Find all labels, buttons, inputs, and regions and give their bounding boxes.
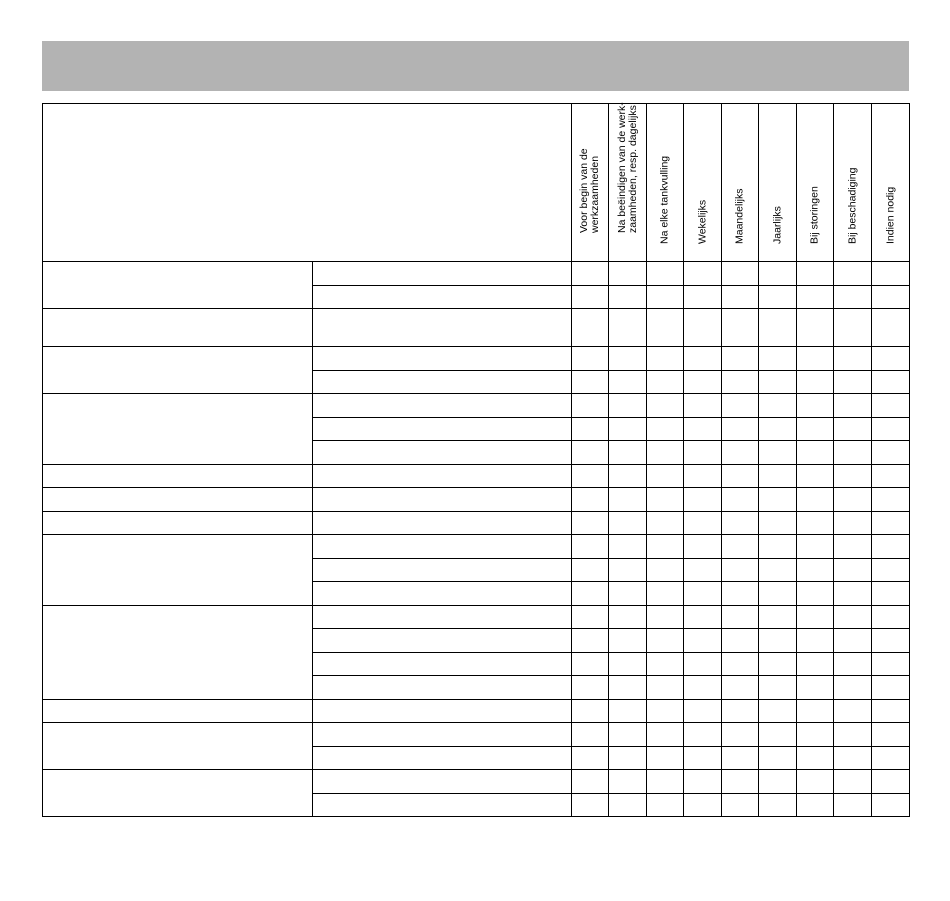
interval-header-line: Na beëindigen van de werk- xyxy=(615,102,628,233)
interval-check-cell xyxy=(722,488,759,512)
interval-check-cell xyxy=(797,394,834,418)
interval-check-cell xyxy=(609,464,647,488)
interval-check-cell xyxy=(684,488,722,512)
interval-check-cell xyxy=(759,676,797,700)
task-cell xyxy=(313,746,572,770)
interval-check-cell xyxy=(684,629,722,653)
interval-check-cell xyxy=(872,488,910,512)
interval-check-cell xyxy=(722,723,759,747)
task-cell xyxy=(313,441,572,465)
task-cell xyxy=(313,699,572,723)
interval-check-cell xyxy=(647,770,684,794)
interval-check-cell xyxy=(684,793,722,817)
component-cell xyxy=(43,699,313,723)
task-cell xyxy=(313,723,572,747)
interval-check-cell xyxy=(684,699,722,723)
interval-check-cell xyxy=(834,629,872,653)
interval-check-cell xyxy=(797,511,834,535)
interval-check-cell xyxy=(722,262,759,286)
interval-check-cell xyxy=(797,793,834,817)
component-cell xyxy=(43,770,313,817)
interval-check-cell xyxy=(797,582,834,606)
interval-check-cell xyxy=(872,394,910,418)
interval-check-cell xyxy=(834,309,872,347)
interval-check-cell xyxy=(797,746,834,770)
interval-check-cell xyxy=(834,464,872,488)
interval-check-cell xyxy=(572,746,609,770)
interval-check-cell xyxy=(759,464,797,488)
interval-check-cell xyxy=(872,582,910,606)
interval-header-3 xyxy=(647,104,684,262)
interval-check-cell xyxy=(872,558,910,582)
table-row xyxy=(43,262,910,286)
interval-header-line: Maandelijks xyxy=(733,188,746,244)
interval-check-cell xyxy=(609,535,647,559)
interval-check-cell xyxy=(872,746,910,770)
interval-check-cell xyxy=(684,441,722,465)
interval-check-cell xyxy=(872,285,910,309)
interval-check-cell xyxy=(759,511,797,535)
interval-check-cell xyxy=(759,629,797,653)
interval-check-cell xyxy=(872,370,910,394)
interval-check-cell xyxy=(722,347,759,371)
interval-check-cell xyxy=(572,723,609,747)
component-cell xyxy=(43,309,313,347)
interval-check-cell xyxy=(834,605,872,629)
interval-check-cell xyxy=(722,605,759,629)
interval-check-cell xyxy=(609,417,647,441)
table-row xyxy=(43,347,910,371)
interval-check-cell xyxy=(797,309,834,347)
component-cell xyxy=(43,723,313,770)
interval-check-cell xyxy=(797,605,834,629)
interval-header-label xyxy=(810,94,821,244)
interval-check-cell xyxy=(759,370,797,394)
component-cell xyxy=(43,535,313,606)
interval-check-cell xyxy=(759,488,797,512)
interval-header-7 xyxy=(797,104,834,262)
interval-header-label xyxy=(735,94,746,244)
interval-header-label xyxy=(660,94,671,244)
interval-check-cell xyxy=(797,535,834,559)
interval-check-cell xyxy=(872,770,910,794)
interval-check-cell xyxy=(797,676,834,700)
interval-check-cell xyxy=(872,793,910,817)
table-row xyxy=(43,488,910,512)
interval-check-cell xyxy=(834,793,872,817)
interval-check-cell xyxy=(572,511,609,535)
interval-check-cell xyxy=(647,535,684,559)
interval-check-cell xyxy=(872,676,910,700)
interval-check-cell xyxy=(872,699,910,723)
task-cell xyxy=(313,511,572,535)
interval-check-cell xyxy=(797,262,834,286)
interval-check-cell xyxy=(572,347,609,371)
task-cell xyxy=(313,676,572,700)
interval-header-line: zaamheden, resp. dagelijks xyxy=(626,105,639,233)
interval-check-cell xyxy=(834,582,872,606)
interval-check-cell xyxy=(834,652,872,676)
task-cell xyxy=(313,262,572,286)
interval-check-cell xyxy=(647,370,684,394)
interval-check-cell xyxy=(722,441,759,465)
interval-check-cell xyxy=(797,723,834,747)
interval-check-cell xyxy=(797,652,834,676)
interval-check-cell xyxy=(797,370,834,394)
interval-check-cell xyxy=(609,652,647,676)
interval-check-cell xyxy=(609,676,647,700)
interval-check-cell xyxy=(872,347,910,371)
interval-header-row xyxy=(43,104,910,262)
interval-check-cell xyxy=(834,723,872,747)
interval-check-cell xyxy=(759,441,797,465)
task-cell xyxy=(313,488,572,512)
interval-check-cell xyxy=(572,285,609,309)
task-cell xyxy=(313,464,572,488)
task-cell xyxy=(313,652,572,676)
interval-check-cell xyxy=(572,676,609,700)
table-row xyxy=(43,605,910,629)
interval-check-cell xyxy=(609,699,647,723)
task-cell xyxy=(313,370,572,394)
interval-check-cell xyxy=(834,441,872,465)
component-cell xyxy=(43,394,313,465)
interval-check-cell xyxy=(684,347,722,371)
interval-header-label xyxy=(847,94,858,244)
task-cell xyxy=(313,558,572,582)
interval-check-cell xyxy=(797,558,834,582)
interval-header-8 xyxy=(834,104,872,262)
interval-check-cell xyxy=(609,629,647,653)
interval-check-cell xyxy=(759,535,797,559)
interval-check-cell xyxy=(759,723,797,747)
interval-check-cell xyxy=(572,309,609,347)
interval-check-cell xyxy=(684,394,722,418)
interval-check-cell xyxy=(834,262,872,286)
interval-check-cell xyxy=(647,793,684,817)
interval-check-cell xyxy=(759,309,797,347)
interval-check-cell xyxy=(647,699,684,723)
interval-check-cell xyxy=(684,511,722,535)
interval-check-cell xyxy=(609,723,647,747)
interval-check-cell xyxy=(684,262,722,286)
interval-check-cell xyxy=(647,347,684,371)
interval-header-label xyxy=(772,94,783,244)
maintenance-schedule-table xyxy=(42,103,910,817)
interval-check-cell xyxy=(797,347,834,371)
interval-check-cell xyxy=(797,464,834,488)
interval-check-cell xyxy=(609,605,647,629)
interval-check-cell xyxy=(872,464,910,488)
interval-check-cell xyxy=(684,676,722,700)
component-cell xyxy=(43,605,313,699)
interval-check-cell xyxy=(759,262,797,286)
interval-check-cell xyxy=(872,629,910,653)
table-row xyxy=(43,511,910,535)
interval-check-cell xyxy=(834,770,872,794)
task-cell xyxy=(313,285,572,309)
interval-header-line: Na elke tankvulling xyxy=(658,155,671,244)
interval-check-cell xyxy=(834,676,872,700)
interval-check-cell xyxy=(722,464,759,488)
interval-check-cell xyxy=(609,394,647,418)
interval-check-cell xyxy=(834,488,872,512)
interval-check-cell xyxy=(572,488,609,512)
interval-check-cell xyxy=(834,511,872,535)
interval-check-cell xyxy=(759,605,797,629)
interval-check-cell xyxy=(872,262,910,286)
interval-header-9 xyxy=(872,104,910,262)
interval-check-cell xyxy=(834,699,872,723)
interval-header-line: Indien nodig xyxy=(884,186,896,244)
interval-check-cell xyxy=(759,394,797,418)
interval-header-label xyxy=(885,94,896,244)
task-cell xyxy=(313,309,572,347)
interval-check-cell xyxy=(722,370,759,394)
interval-check-cell xyxy=(572,652,609,676)
interval-check-cell xyxy=(684,770,722,794)
interval-check-cell xyxy=(872,511,910,535)
interval-check-cell xyxy=(684,464,722,488)
interval-check-cell xyxy=(759,652,797,676)
interval-check-cell xyxy=(572,262,609,286)
interval-check-cell xyxy=(834,535,872,559)
table-row xyxy=(43,535,910,559)
interval-check-cell xyxy=(647,309,684,347)
interval-check-cell xyxy=(647,676,684,700)
table-row xyxy=(43,770,910,794)
interval-header-line: Bij beschadiging xyxy=(846,167,858,244)
table-row xyxy=(43,464,910,488)
interval-check-cell xyxy=(572,535,609,559)
interval-check-cell xyxy=(759,699,797,723)
interval-check-cell xyxy=(609,793,647,817)
interval-check-cell xyxy=(684,746,722,770)
interval-check-cell xyxy=(684,285,722,309)
interval-check-cell xyxy=(872,652,910,676)
interval-check-cell xyxy=(872,309,910,347)
interval-check-cell xyxy=(872,605,910,629)
interval-check-cell xyxy=(609,582,647,606)
interval-check-cell xyxy=(684,605,722,629)
schedule-body xyxy=(43,262,910,817)
interval-check-cell xyxy=(647,441,684,465)
interval-check-cell xyxy=(722,770,759,794)
task-cell xyxy=(313,629,572,653)
interval-check-cell xyxy=(834,370,872,394)
interval-header-line: Jaarlijks xyxy=(771,206,783,244)
table-row xyxy=(43,723,910,747)
interval-check-cell xyxy=(722,629,759,653)
interval-check-cell xyxy=(572,582,609,606)
interval-check-cell xyxy=(647,558,684,582)
interval-check-cell xyxy=(572,629,609,653)
interval-check-cell xyxy=(647,629,684,653)
interval-check-cell xyxy=(759,417,797,441)
interval-check-cell xyxy=(834,417,872,441)
interval-check-cell xyxy=(722,417,759,441)
interval-check-cell xyxy=(722,652,759,676)
interval-check-cell xyxy=(722,699,759,723)
interval-check-cell xyxy=(759,347,797,371)
interval-check-cell xyxy=(647,285,684,309)
interval-check-cell xyxy=(797,285,834,309)
component-cell xyxy=(43,262,313,309)
interval-check-cell xyxy=(572,417,609,441)
task-cell xyxy=(313,347,572,371)
interval-check-cell xyxy=(834,285,872,309)
interval-check-cell xyxy=(572,464,609,488)
interval-check-cell xyxy=(609,511,647,535)
interval-check-cell xyxy=(722,394,759,418)
interval-check-cell xyxy=(684,417,722,441)
interval-check-cell xyxy=(834,394,872,418)
interval-header-2 xyxy=(609,104,647,262)
interval-check-cell xyxy=(797,441,834,465)
interval-header-line: Voor begin van de xyxy=(578,148,590,233)
interval-check-cell xyxy=(872,441,910,465)
interval-check-cell xyxy=(684,535,722,559)
component-cell xyxy=(43,511,313,535)
interval-check-cell xyxy=(647,652,684,676)
interval-check-cell xyxy=(684,370,722,394)
interval-check-cell xyxy=(722,285,759,309)
table-row xyxy=(43,699,910,723)
interval-header-4 xyxy=(684,104,722,262)
interval-check-cell xyxy=(609,262,647,286)
interval-header-label xyxy=(617,83,639,233)
task-cell xyxy=(313,770,572,794)
interval-check-cell xyxy=(797,629,834,653)
interval-header-line: werkzaamheden xyxy=(589,155,601,233)
interval-check-cell xyxy=(609,558,647,582)
interval-check-cell xyxy=(684,582,722,606)
interval-check-cell xyxy=(572,770,609,794)
interval-check-cell xyxy=(684,652,722,676)
interval-check-cell xyxy=(722,309,759,347)
interval-header-label xyxy=(697,94,708,244)
interval-check-cell xyxy=(759,770,797,794)
interval-check-cell xyxy=(797,488,834,512)
interval-check-cell xyxy=(759,582,797,606)
interval-check-cell xyxy=(722,676,759,700)
interval-check-cell xyxy=(647,605,684,629)
table-row xyxy=(43,309,910,347)
task-cell xyxy=(313,605,572,629)
interval-check-cell xyxy=(759,285,797,309)
interval-check-cell xyxy=(722,746,759,770)
table-row xyxy=(43,394,910,418)
interval-check-cell xyxy=(609,285,647,309)
interval-check-cell xyxy=(834,746,872,770)
interval-header-line: Bij storingen xyxy=(808,186,821,244)
interval-check-cell xyxy=(759,746,797,770)
interval-check-cell xyxy=(722,511,759,535)
interval-check-cell xyxy=(647,746,684,770)
task-cell xyxy=(313,394,572,418)
interval-check-cell xyxy=(647,723,684,747)
interval-header-line: Wekelijks xyxy=(696,199,708,244)
interval-header-5 xyxy=(722,104,759,262)
interval-check-cell xyxy=(609,746,647,770)
interval-check-cell xyxy=(722,535,759,559)
interval-check-cell xyxy=(797,417,834,441)
interval-check-cell xyxy=(722,793,759,817)
component-cell xyxy=(43,347,313,394)
interval-check-cell xyxy=(647,417,684,441)
interval-check-cell xyxy=(609,770,647,794)
interval-check-cell xyxy=(609,441,647,465)
interval-header-6 xyxy=(759,104,797,262)
interval-check-cell xyxy=(647,394,684,418)
interval-check-cell xyxy=(797,770,834,794)
task-cell xyxy=(313,417,572,441)
interval-header-label xyxy=(579,83,601,233)
interval-check-cell xyxy=(722,582,759,606)
interval-check-cell xyxy=(834,558,872,582)
interval-check-cell xyxy=(872,417,910,441)
interval-header-1 xyxy=(572,104,609,262)
interval-check-cell xyxy=(572,605,609,629)
interval-check-cell xyxy=(572,558,609,582)
header-corner-cell xyxy=(43,104,572,262)
interval-check-cell xyxy=(572,793,609,817)
interval-check-cell xyxy=(647,582,684,606)
interval-check-cell xyxy=(684,723,722,747)
interval-check-cell xyxy=(609,309,647,347)
interval-check-cell xyxy=(722,558,759,582)
interval-check-cell xyxy=(647,488,684,512)
interval-check-cell xyxy=(684,309,722,347)
header-band xyxy=(42,41,909,91)
interval-check-cell xyxy=(572,441,609,465)
interval-check-cell xyxy=(759,793,797,817)
component-cell xyxy=(43,488,313,512)
interval-check-cell xyxy=(872,723,910,747)
interval-check-cell xyxy=(684,558,722,582)
interval-check-cell xyxy=(609,347,647,371)
task-cell xyxy=(313,582,572,606)
interval-check-cell xyxy=(647,262,684,286)
component-cell xyxy=(43,464,313,488)
interval-check-cell xyxy=(834,347,872,371)
interval-check-cell xyxy=(797,699,834,723)
interval-check-cell xyxy=(647,464,684,488)
interval-check-cell xyxy=(647,511,684,535)
interval-check-cell xyxy=(572,394,609,418)
task-cell xyxy=(313,535,572,559)
interval-check-cell xyxy=(609,488,647,512)
interval-check-cell xyxy=(872,535,910,559)
interval-check-cell xyxy=(572,370,609,394)
task-cell xyxy=(313,793,572,817)
interval-check-cell xyxy=(609,370,647,394)
interval-check-cell xyxy=(572,699,609,723)
interval-check-cell xyxy=(759,558,797,582)
